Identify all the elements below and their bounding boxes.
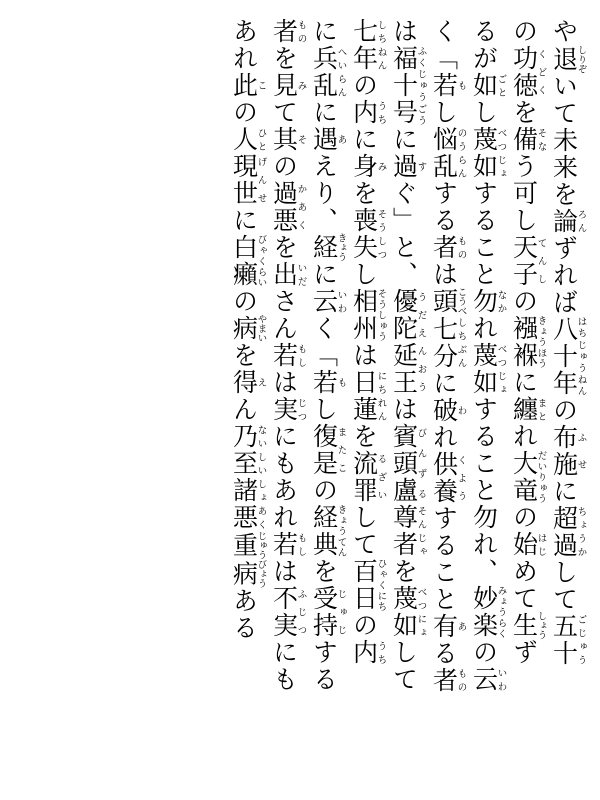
furigana: しょあく (255, 477, 267, 531)
ruby-group: 諸悪 しょあく (229, 477, 267, 531)
furigana: うだえんおう (415, 288, 427, 396)
column-text: 七年 しちねんの内 うちに身 みを喪失 そうしつし相州 そうしゅうは日蓮 にちれんを流罪 るざいして百日 ひゃくにちの内 うち (349, 18, 387, 666)
furigana: も (335, 369, 347, 396)
ruby-group: 此 こ (229, 72, 267, 99)
ruby-group: 七分 しちぶん (429, 315, 467, 370)
furigana: ごと (495, 72, 507, 99)
furigana: なか (495, 288, 507, 315)
ruby-group: 如 ごと (469, 72, 507, 99)
furigana: ろん (575, 207, 587, 235)
furigana: かあく (295, 180, 307, 234)
ruby-group: 優陀延王 うだえんおう (389, 288, 427, 396)
furigana: そうしつ (375, 207, 387, 261)
ruby-group: 若 もし (269, 531, 307, 558)
furigana: ふせ (575, 423, 587, 478)
furigana: やまい (255, 314, 267, 343)
furigana: しちねん (375, 18, 387, 72)
furigana: ふじつ (295, 585, 307, 639)
ruby-group: 尊者 そんじゃ (389, 504, 427, 558)
column-text: るが如 ごとし蔑如 べつじょすること勿 なかれ蔑如 べつじょすること勿れ、妙楽 みょうらくの云 いわ (469, 18, 507, 693)
ruby-group: 頭 こうべ (429, 287, 467, 316)
text-column (306, 18, 346, 780)
ruby-group: 五十 ごじゅう (549, 612, 587, 667)
ruby-group: 蔑如 べつにょ (389, 585, 427, 639)
text-column (266, 18, 306, 780)
furigana: いわ (335, 288, 347, 315)
ruby-group: 出 いだ (269, 261, 307, 288)
ruby-group: 病 やまい (229, 314, 267, 343)
furigana: もし (295, 531, 307, 558)
ruby-group: 過悪 かあく (269, 180, 307, 234)
ruby-group: 経 きょう (309, 233, 347, 262)
furigana: しちぶん (455, 315, 467, 370)
furigana: え (255, 369, 267, 396)
ruby-group: 重病 じゅうびょう (229, 531, 267, 588)
ruby-group: 若 もし (269, 342, 307, 369)
furigana: じつ (295, 396, 307, 423)
ruby-group: 内 うち (349, 639, 387, 666)
ruby-group: 百日 ひゃくにち (349, 558, 387, 612)
ruby-group: 有 あ (429, 612, 467, 640)
furigana: きょう (335, 233, 347, 262)
furigana: げんせ (255, 153, 267, 207)
vertical-text-body (14, 18, 586, 780)
column-text: く「若 もし悩乱 のうらんする者 ものは頭 こうべ七分 しちぶんに破 われ供養 くようすること有 ある者 もの (429, 18, 467, 694)
furigana: きょうほう (535, 315, 547, 369)
furigana: み (295, 72, 307, 99)
furigana: こ (255, 72, 267, 99)
ruby-group: 勿 なか (469, 288, 507, 315)
furigana: ひゃくにち (375, 558, 387, 612)
ruby-group: 福十号 ふくじゅうごう (389, 45, 427, 126)
furigana: うち (375, 639, 387, 666)
ruby-group: 者 もの (429, 666, 467, 694)
ruby-group: 生 しょう (509, 611, 547, 640)
column-text: 者 ものを見 みて其 その過悪 かあくを出 いださん若 もしは実 じつにもあれ若 もしは不実 ふじつにも (269, 18, 307, 693)
ruby-group: 過 す (389, 153, 427, 180)
ruby-group: 復是 またこ (309, 423, 347, 477)
ruby-group: 七年 しちねん (349, 18, 387, 72)
ruby-group: 白癩 びゃくらい (229, 234, 267, 288)
ruby-group: 供養 くよう (429, 450, 467, 505)
ruby-group: 若 も (309, 369, 347, 396)
column-text: に兵乱 へいらんに遇 あえり、経 きょうに云 いわく「若 もし復是 またこの経典 きょうてんを受持 じゅじする (309, 18, 347, 693)
ruby-group: 破 わ (429, 396, 467, 424)
furigana: みょうらく (495, 585, 507, 639)
furigana: きょうてん (335, 504, 347, 558)
furigana: るざい (375, 450, 387, 504)
furigana: いだ (295, 261, 307, 288)
ruby-group: 大竜 だいりゅう (509, 450, 547, 504)
ruby-group: 其 そ (269, 126, 307, 153)
furigana: もの (295, 18, 307, 45)
text-column (506, 18, 546, 780)
ruby-group: 遇 あ (309, 126, 347, 153)
ruby-group: 実 じつ (269, 396, 307, 423)
furigana: へいらん (335, 45, 347, 99)
furigana: びんずる (415, 423, 427, 504)
furigana: いわ (495, 666, 507, 693)
ruby-group: 見 み (269, 72, 307, 99)
furigana: しりぞ (575, 45, 587, 74)
furigana: わ (455, 396, 467, 424)
furigana: くよう (455, 450, 467, 505)
ruby-group: 功徳 くどく (509, 45, 547, 99)
ruby-group: 内 うち (349, 99, 387, 126)
ruby-group: 超過 ちょうか (549, 504, 587, 559)
ruby-group: 布施 ふせ (549, 423, 587, 478)
ruby-group: 八十年 はちじゅうねん (549, 315, 587, 397)
text-column (346, 18, 386, 780)
ruby-group: 妙楽 みょうらく (469, 585, 507, 639)
ruby-group: 備 そな (509, 126, 547, 153)
furigana: そんじゃ (415, 504, 427, 558)
ruby-group: 人 ひと (229, 126, 267, 153)
ruby-group: 日蓮 にちれん (349, 369, 387, 423)
ruby-group: 蔑如 べつじょ (469, 126, 507, 180)
column-text: や退 しりぞいて未来を論 ろんずれば八十年 はちじゅうねんの布施 ふせに超過 ちょうかして五十 ごじゅう (549, 18, 587, 667)
furigana: そ (295, 126, 307, 153)
ruby-group: 云 いわ (469, 666, 507, 693)
furigana: ふくじゅうごう (415, 45, 427, 126)
furigana: べつじょ (495, 126, 507, 180)
furigana: ひと (255, 126, 267, 153)
ruby-group: 始 はじ (509, 531, 547, 558)
ruby-group: 者 もの (269, 18, 307, 45)
text-column (226, 18, 266, 780)
ruby-group: 喪失 そうしつ (349, 207, 387, 261)
ruby-group: 乃至 ないしい (229, 423, 267, 477)
ruby-group: 相州 そうしゅう (349, 288, 387, 342)
column-text: あれ此 この人 ひと現世 げんせに白癩 びゃくらいの病 やまいを得 えん乃至 ないしい諸悪 しょあく重病 じゅうびょうある (229, 18, 267, 642)
furigana: もの (455, 666, 467, 694)
ruby-group: 若 も (429, 72, 467, 99)
furigana: のうらん (455, 126, 467, 180)
furigana: もし (295, 342, 307, 369)
ruby-group: 云 いわ (309, 288, 347, 315)
furigana: ちょうか (575, 504, 587, 559)
furigana: そな (535, 126, 547, 153)
furigana: びゃくらい (255, 234, 267, 288)
furigana: ごじゅう (575, 612, 587, 667)
furigana: も (455, 72, 467, 99)
ruby-group: 受持 じゅじ (309, 585, 347, 639)
furigana: だいりゅう (535, 450, 547, 504)
furigana: はちじゅうねん (575, 315, 587, 397)
ruby-group: 身 み (349, 153, 387, 180)
furigana: あ (455, 612, 467, 640)
ruby-group: 流罪 るざい (349, 450, 387, 504)
text-column (466, 18, 506, 780)
ruby-group: 襁褓 きょうほう (509, 315, 547, 369)
text-column (426, 18, 466, 780)
furigana: くどく (535, 45, 547, 99)
furigana: そうしゅう (375, 288, 387, 342)
furigana: み (375, 153, 387, 180)
furigana: べつじょ (495, 342, 507, 396)
furigana: もの (455, 234, 467, 261)
ruby-group: 不実 ふじつ (269, 585, 307, 639)
furigana: す (415, 153, 427, 180)
ruby-group: 賓頭盧 びんずる (389, 423, 427, 504)
furigana: にちれん (375, 369, 387, 423)
ruby-group: や (549, 18, 577, 45)
ruby-group: 現世 げんせ (229, 153, 267, 207)
furigana: ないしい (255, 423, 267, 477)
furigana: じゅじ (335, 585, 347, 639)
ruby-group: 悩乱 のうらん (429, 126, 467, 180)
text-column (386, 18, 426, 780)
ruby-group: 得 え (229, 369, 267, 396)
ruby-group: 退 しりぞ (549, 45, 587, 74)
furigana: しょう (535, 611, 547, 640)
ruby-group: 蔑如 べつじょ (469, 342, 507, 396)
ruby-group: 天子 てんし (509, 234, 547, 288)
furigana: べつにょ (415, 585, 427, 639)
ruby-group: 兵乱 へいらん (309, 45, 347, 99)
ruby-group: 者 もの (429, 234, 467, 261)
furigana: はじ (535, 531, 547, 558)
ruby-group: 論 ろん (549, 207, 587, 235)
furigana: てんし (535, 234, 547, 288)
furigana: じゅうびょう (255, 531, 267, 588)
furigana: またこ (335, 423, 347, 477)
ruby-group: 纏 まと (509, 396, 547, 423)
furigana: まと (535, 396, 547, 423)
furigana: こうべ (455, 287, 467, 316)
column-text: は福十号 ふくじゅうごうに過 すぐ」と、優陀延王 うだえんおうは賓頭盧 びんずる尊者 そんじゃを蔑如 べつにょして (389, 18, 427, 693)
furigana: うち (375, 99, 387, 126)
text-column (546, 18, 586, 780)
column-text: の功徳 くどくを備 そなう可し天子 てんしの襁褓 きょうほうに纏 まとれ大竜 だいりゅうの始 はじめて生 しょうず (509, 18, 547, 666)
furigana: あ (335, 126, 347, 153)
ruby-group: 経典 きょうてん (309, 504, 347, 558)
